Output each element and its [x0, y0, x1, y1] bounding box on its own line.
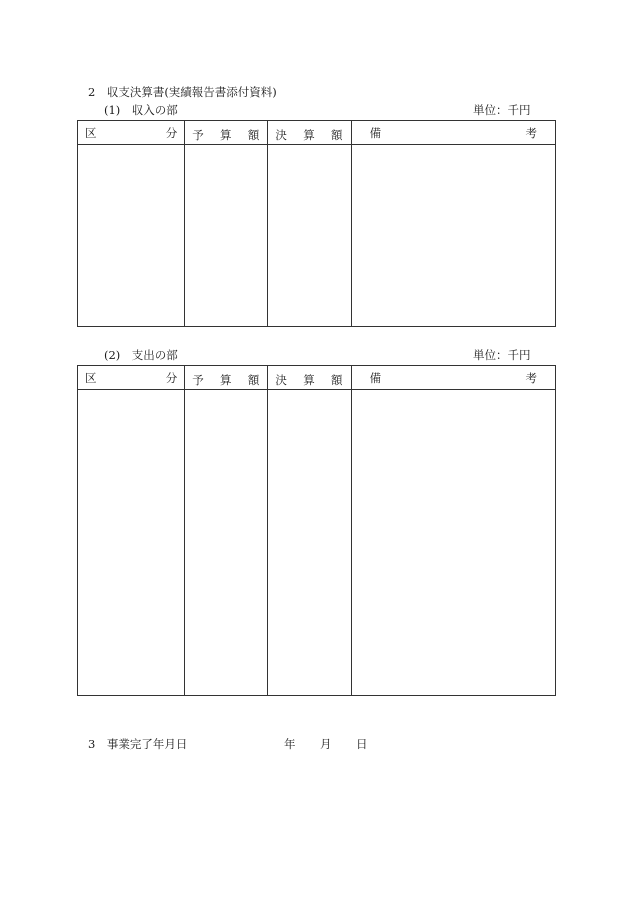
expense-table [77, 365, 556, 696]
expense-header-row [78, 366, 556, 390]
section2-title: 2 収支決算書(実績報告書添付資料) [88, 85, 277, 99]
expense-cell-biko [351, 390, 555, 696]
income-cell-kubun [78, 145, 185, 327]
expense-body-row [78, 390, 556, 696]
income-unit-label: 単位：千円 [473, 103, 531, 117]
income-title: (1) 収入の部 [104, 103, 178, 117]
expense-cell-yosan [185, 390, 268, 696]
income-cell-biko [351, 145, 555, 327]
expense-cell-kessan [268, 390, 351, 696]
completion-year-label: 年 [284, 737, 296, 751]
expense-header-yosan: 予 算 額 [185, 366, 268, 390]
expense-unit-label: 単位：千円 [473, 348, 531, 362]
expense-header-kubun: 区 分 [78, 366, 185, 390]
section3-title: 3 事業完了年月日 [88, 737, 188, 751]
income-header-biko: 備 考 [351, 121, 555, 145]
completion-day-label: 日 [356, 737, 368, 751]
income-header-row [78, 121, 556, 145]
income-body-row [78, 145, 556, 327]
expense-header-kessan: 決 算 額 [268, 366, 351, 390]
expense-title: (2) 支出の部 [104, 348, 178, 362]
income-header-yosan: 予 算 額 [185, 121, 268, 145]
completion-month-label: 月 [320, 737, 332, 751]
income-header-kubun: 区 分 [78, 121, 185, 145]
income-cell-kessan [268, 145, 351, 327]
income-table [77, 120, 556, 327]
income-header-kessan: 決 算 額 [268, 121, 351, 145]
income-cell-yosan [185, 145, 268, 327]
expense-cell-kubun [78, 390, 185, 696]
expense-header-biko: 備 考 [351, 366, 555, 390]
